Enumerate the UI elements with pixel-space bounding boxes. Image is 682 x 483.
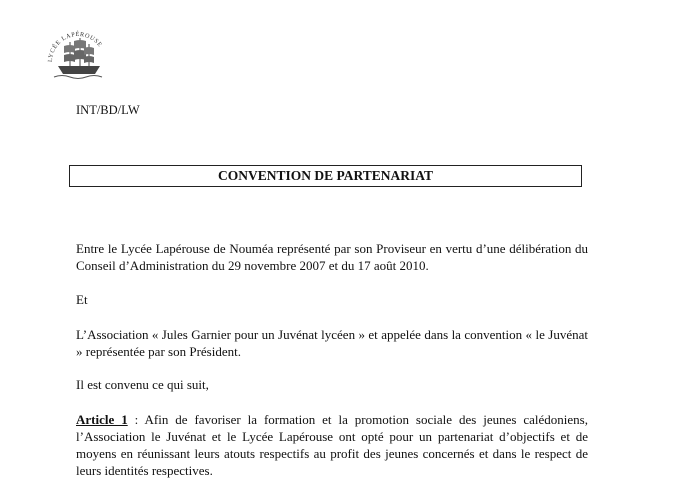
and-paragraph: Et — [76, 292, 88, 307]
article-1 — [76, 411, 588, 479]
parties-paragraph: Entre le Lycée Lapérouse de Nouméa représenté par son Proviseur en vertu d’une délibération du Conseil d’Administration du 29 novembre 2007 et du 17 août 2010. — [76, 241, 588, 273]
association-paragraph: L’Association « Jules Garnier pour un Juvénat lycéen » et appelée dans la convention « le Juvénat » représentée par son Président. — [76, 327, 588, 359]
school-logo — [42, 18, 114, 90]
article-1-label: Article 1 — [76, 412, 128, 427]
ship-icon — [42, 18, 114, 90]
document-reference: INT/BD/LW — [76, 103, 140, 117]
document-title: CONVENTION DE PARTENARIAT — [69, 165, 582, 187]
logo-text: LYCÉE LAPÉROUSE — [46, 30, 104, 63]
article-1-text: : Afin de favoriser la formation et la promotion sociale des jeunes calédoniens, l’Association le Juvénat et le Lycée Lapérouse ont opté pour un partenariat d’objectifs et de moyens en réunissant leurs atouts respectifs au profit des jeunes concernés et dans le respect de leurs identités respectives. — [76, 412, 588, 478]
agreed-paragraph: Il est convenu ce qui suit, — [76, 377, 209, 392]
